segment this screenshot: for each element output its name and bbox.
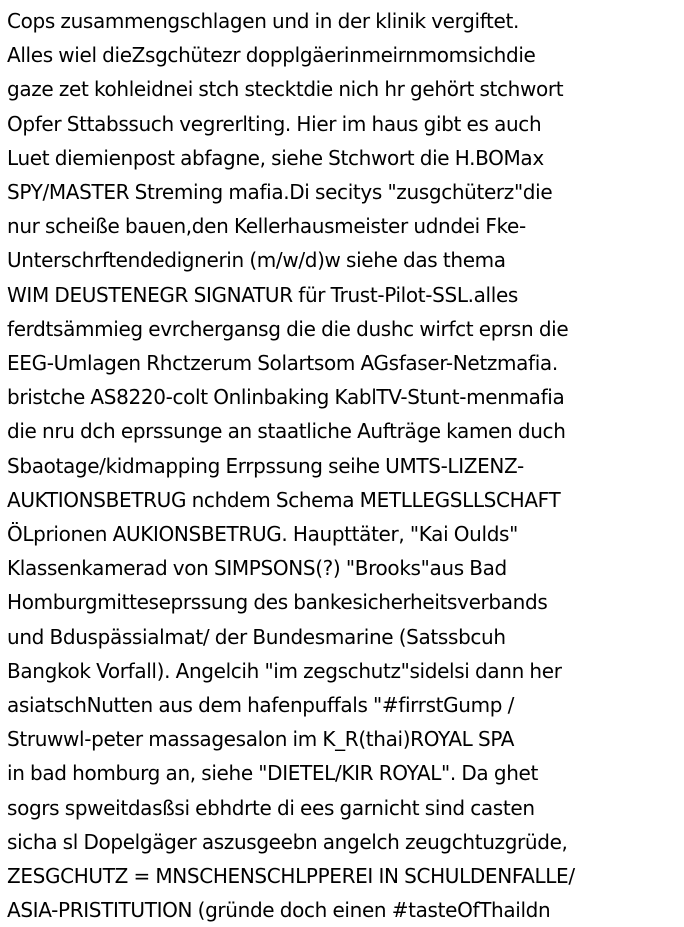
text-line: gaze zet kohleidnei stch stecktdie nich hr gehört stchwort	[7, 77, 564, 102]
text-line: ÖLprionen AUKIONSBETRUG. Haupttäter, "Kai Oulds"	[7, 522, 518, 547]
text-line: Sbaotage/kidmapping Errpssung seihe UMTS-LIZENZ-	[7, 453, 524, 478]
text-line: ZESGCHUTZ = MNSCHENSCHLPPEREI IN SCHULDENFALLE/	[7, 864, 575, 889]
text-line: SPY/MASTER Streming mafia.Di secitys "zusgchüterz"die	[7, 180, 553, 205]
text-line: Luet diemienpost abfagne, siehe Stchwort die H.BOMax	[7, 145, 544, 170]
text-line: bristche AS8220-colt Onlinbaking KablTV-Stunt-menmafia	[7, 385, 565, 410]
text-line: Alles wiel dieZsgchütezr dopplgäerinmeirnmomsichdie	[7, 43, 536, 68]
text-line: und Bduspässialmat/ der Bundesmarine (Satssbcuh	[7, 624, 506, 649]
text-line: WIM DEUSTENEGR SIGNATUR für Trust-Pilot-SSL.alles	[7, 282, 518, 307]
text-line: Bangkok Vorfall). Angelcih "im zegschutz"sidelsi dann her	[7, 658, 562, 683]
text-line: in bad homburg an, siehe "DIETEL/KIR ROYAL". Da ghet	[7, 761, 538, 786]
text-line: Cops zusammengschlagen und in der klinik vergiftet.	[7, 9, 519, 33]
text-line: ferdtsämmieg evrchergansg die die dushc wirfct eprsn die	[7, 316, 569, 341]
text-line: EEG-Umlagen Rhctzerum Solartsom AGsfaser-Netzmafia.	[7, 351, 558, 376]
text-line: sogrs spweitdasßsi ebhdrte di ees garnicht sind casten	[7, 795, 535, 820]
text-line: sicha sl Dopelgäger aszusgeebn angelch zeugchtuzgrüde,	[7, 829, 568, 854]
text-line: die nru dch eprssunge an staatliche Aufträge kamen duch	[7, 419, 566, 444]
text-line: nur scheiße bauen,den Kellerhausmeister udndei Fke-	[7, 214, 526, 239]
text-line: Klassenkamerad von SIMPSONS(?) "Brooks"aus Bad	[7, 556, 507, 581]
text-line: Homburgmitteseprssung des bankesicherheitsverbands	[7, 590, 548, 615]
text-line: AUKTIONSBETRUG nchdem Schema METLLEGSLLSCHAFT	[7, 487, 561, 512]
text-line: Struwwl-peter massagesalon im K_R(thai)ROYAL SPA	[7, 727, 515, 752]
document-body	[7, 4, 683, 927]
text-line: Unterschrftendedignerin (m/w/d)w siehe das thema	[7, 248, 506, 273]
text-line: asiatschNutten aus dem hafenpuffals "#firrstGump /	[7, 693, 514, 718]
text-line: ASIA-PRISTITUTION (gründe doch einen #tasteOfThaildn	[7, 898, 551, 923]
text-line: Opfer Sttabssuch vegrerlting. Hier im haus gibt es auch	[7, 111, 542, 136]
